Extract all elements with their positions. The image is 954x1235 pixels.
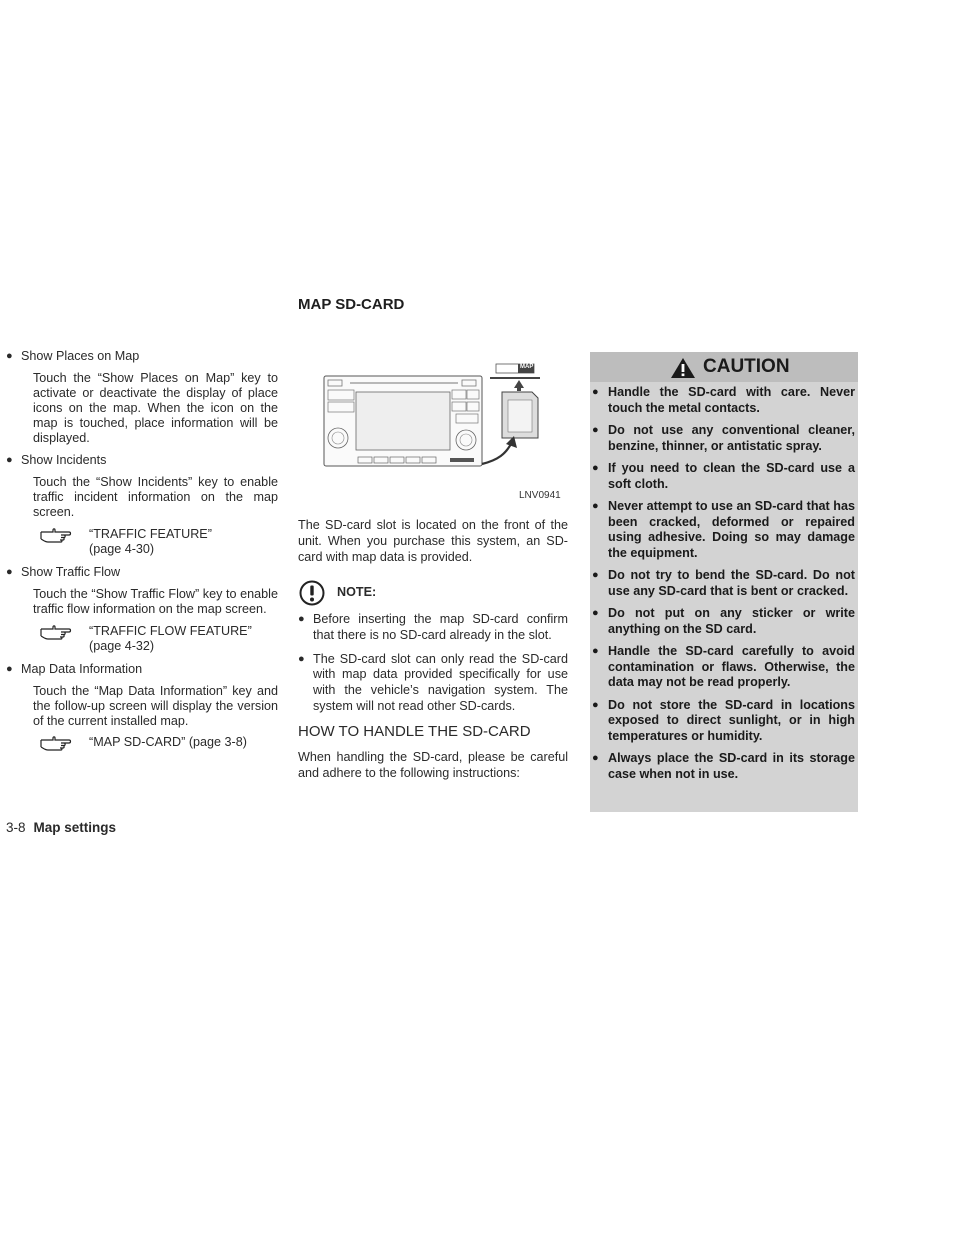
subheading: HOW TO HANDLE THE SD-CARD: [298, 723, 531, 741]
section-name: Map settings: [33, 820, 117, 835]
caution-list: [590, 382, 858, 782]
note-heading: [298, 579, 568, 607]
item-map-data-information: [6, 662, 278, 766]
bullet: ●: [6, 454, 13, 467]
caution-item: ● Do not try to bend the SD-card. Do not use any SD-card that is bent or cracked.: [592, 568, 855, 598]
item-show-places: [6, 349, 278, 445]
item-body: Touch the “Show Incidents” key to enable traffic incident information on the map screen.: [33, 475, 278, 520]
item-body: Touch the “Map Data Information” key and the follow-up screen will display the version of the current installed map.: [33, 683, 278, 728]
item-show-incidents: [6, 453, 278, 557]
ref-title: “MAP SD-CARD” (page 3-8): [89, 735, 247, 750]
cross-reference[interactable]: [40, 527, 278, 557]
warning-triangle-icon: [670, 357, 696, 379]
intro-paragraph: The SD-card slot is located on the front of the unit. When you purchase this system, an SD-card with map data is provided.: [298, 518, 568, 564]
map-badge: MAP: [520, 364, 534, 370]
exclamation-circle-icon: [298, 579, 326, 607]
item-show-traffic-flow: [6, 565, 278, 654]
caution-item: ● Do not use any conventional cleaner, benzine, thinner, or antistatic spray.: [592, 423, 855, 453]
note-item: ● Before inserting the map SD-card confirm that there is no SD-card already in the slot.: [298, 611, 568, 642]
item-title: Map Data Information: [21, 661, 143, 676]
ref-title: “TRAFFIC FLOW FEATURE”: [89, 623, 252, 638]
bullet: ●: [6, 662, 13, 675]
cross-reference[interactable]: [40, 624, 278, 654]
navigation-unit-drawing: [320, 360, 568, 510]
figure-label: LNV0941: [519, 490, 561, 501]
caution-box: [590, 352, 858, 812]
ref-page: (page 4-30): [89, 541, 155, 556]
pointing-hand-icon: [40, 527, 72, 543]
page-footer: [6, 820, 116, 835]
caution-item: ● Do not store the SD-card in locations exposed to direct sunlight, or in high temperatures or humidity.: [592, 697, 855, 743]
left-column: [6, 349, 278, 765]
ref-title: “TRAFFIC FEATURE”: [89, 527, 212, 542]
caution-item: ● Always place the SD-card in its storage case when not in use.: [592, 751, 855, 781]
caution-item: ● Do not put on any sticker or write anything on the SD card.: [592, 606, 855, 636]
bullet: ●: [6, 566, 13, 579]
note-title: NOTE:: [337, 584, 377, 599]
caution-header: [590, 352, 858, 382]
item-title: Show Traffic Flow: [21, 565, 121, 580]
sd-card-illustration: [320, 360, 568, 510]
item-title: Show Places on Map: [21, 349, 140, 363]
bullet: ●: [6, 350, 13, 362]
caution-item: ● If you need to clean the SD-card use a soft cloth.: [592, 461, 855, 491]
handle-paragraph: When handling the SD-card, please be careful and adhere to the following instructions:: [298, 750, 568, 780]
cross-reference[interactable]: [40, 735, 278, 765]
note-item: ● The SD-card slot can only read the SD-card with map data provided specifically for use with the vehicle’s navigation system. The system will not read other SD-cards.: [298, 651, 568, 714]
caution-item: ● Handle the SD-card carefully to avoid contamination or flaws. Otherwise, the data may not be read properly.: [592, 644, 855, 689]
item-title: Show Incidents: [21, 453, 107, 468]
page-number: 3-8: [6, 820, 26, 835]
pointing-hand-icon: [40, 735, 72, 751]
ref-page: (page 4-32): [89, 638, 155, 653]
item-body: Touch the “Show Places on Map” key to activate or deactivate the display of place icons on the map. When the icon on the map is touched, place information will be displayed.: [33, 370, 278, 445]
section-heading: MAP SD-CARD: [298, 296, 405, 313]
pointing-hand-icon: [40, 624, 72, 640]
caution-item: ● Never attempt to use an SD-card that has been cracked, deformed or repaired using adhesive. Doing so may damage the equipment.: [592, 499, 855, 560]
item-body: Touch the “Show Traffic Flow” key to enable traffic flow information on the map screen.: [33, 586, 278, 616]
caution-title: CAUTION: [703, 356, 790, 377]
caution-item: ● Handle the SD-card with care. Never touch the metal contacts.: [592, 385, 855, 415]
middle-column: [298, 518, 568, 782]
